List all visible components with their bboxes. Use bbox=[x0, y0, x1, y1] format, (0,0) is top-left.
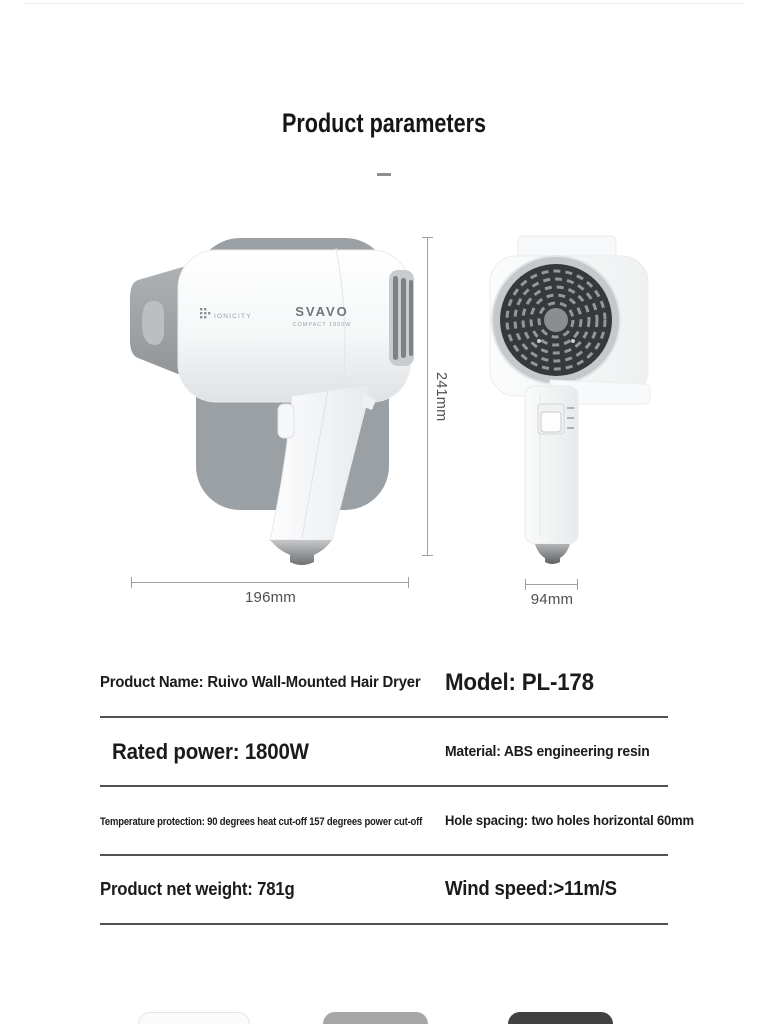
front-width-cap-left bbox=[525, 579, 526, 590]
handle-tip-cone bbox=[270, 540, 332, 565]
spec-row-temp-holes bbox=[100, 787, 694, 856]
ionicity-label: IONICITY bbox=[214, 313, 252, 320]
brand-logo-text: SVAVO bbox=[295, 304, 349, 319]
air-vent bbox=[389, 270, 414, 366]
spec-row-name-model bbox=[100, 649, 668, 718]
hair-dryer-side-view-image bbox=[100, 228, 430, 573]
spec-net-weight: Product net weight: 781g bbox=[100, 879, 295, 899]
front-width-dimension-line bbox=[526, 584, 578, 585]
variant-swatch-white bbox=[138, 1012, 250, 1024]
power-switch-slider bbox=[541, 412, 561, 432]
front-width-cap-right bbox=[577, 579, 578, 590]
vent-grille bbox=[492, 256, 620, 384]
variant-swatch-dark-gray bbox=[508, 1012, 613, 1024]
spec-hole-spacing: Hole spacing: two holes horizontal 60mm bbox=[445, 811, 694, 828]
spec-material: Material: ABS engineering resin bbox=[445, 742, 650, 760]
page-title: Product parameters bbox=[281, 108, 487, 138]
side-width-cap-left bbox=[131, 577, 132, 588]
side-width-dimension-label: 196mm bbox=[244, 589, 297, 606]
variant-swatch-gray bbox=[323, 1012, 428, 1024]
spec-table bbox=[100, 649, 694, 925]
spec-row-power-material bbox=[100, 718, 668, 787]
brand-model-line: COMPACT 1800W bbox=[292, 322, 352, 328]
spec-temperature-protection: Temperature protection: 90 degrees heat cut-off 157 degrees power cut-off bbox=[100, 815, 423, 828]
spec-rated-power: Rated power: 1800W bbox=[112, 738, 309, 764]
hair-dryer-front-view-image bbox=[480, 228, 680, 573]
handle-clip bbox=[278, 404, 294, 438]
spec-product-name: Product Name: Ruivo Wall-Mounted Hair Dryer bbox=[100, 673, 421, 691]
top-divider bbox=[25, 3, 743, 4]
side-width-dimension-line bbox=[132, 582, 409, 583]
spec-row-weight-wind bbox=[100, 856, 668, 925]
front-handle bbox=[525, 386, 578, 544]
title-underline-dash bbox=[377, 173, 391, 176]
grille-center-cap bbox=[544, 308, 568, 332]
height-dimension-line bbox=[427, 238, 428, 556]
side-width-cap-right bbox=[408, 577, 409, 588]
front-handle-tip bbox=[535, 544, 570, 564]
front-width-dimension-label: 94mm bbox=[530, 591, 574, 608]
spec-model: Model: PL-178 bbox=[445, 668, 594, 696]
spec-wind-speed: Wind speed:>11m/S bbox=[445, 878, 617, 900]
height-dimension-label: 241mm bbox=[433, 372, 449, 422]
